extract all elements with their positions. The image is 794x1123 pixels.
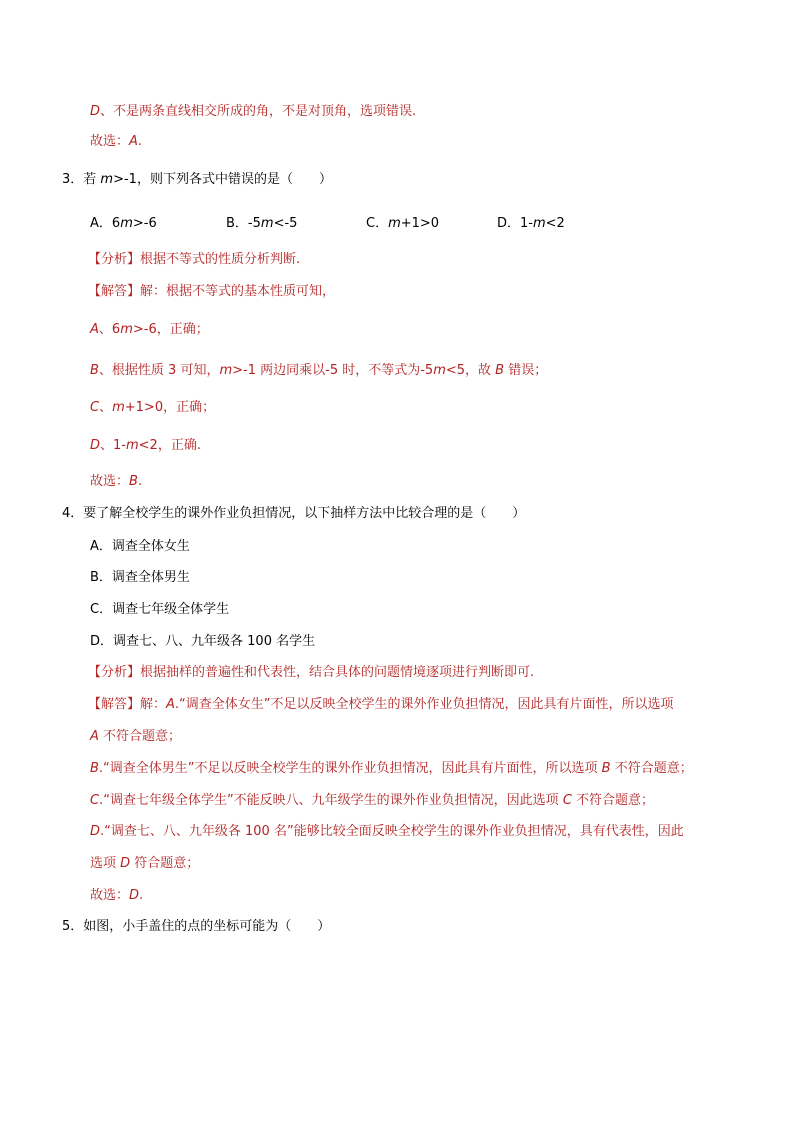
q3-option-a-var: m	[120, 216, 133, 231]
q3-option-a-pre: 6	[111, 216, 121, 231]
q4-sd2-t1: 选项	[90, 856, 121, 871]
q4-solution-d-line2	[90, 855, 199, 873]
q3-sd-t1: 、1-	[100, 438, 126, 453]
q3-option-b-pre: -5	[247, 216, 261, 231]
q3-option-d-var: m	[532, 216, 546, 231]
q3-option-d	[497, 215, 565, 233]
q4-stem-text: 要了解全校学生的课外作业负担情况，以下抽样方法中比较合理的是（ ）	[83, 506, 526, 521]
q4-option-b-text: 调查全体男生	[111, 570, 190, 585]
q3-analysis: 【分析】根据不等式的性质分析判断.	[88, 252, 301, 267]
q5-stem	[62, 918, 330, 936]
q3-stem-var: m	[100, 172, 114, 187]
q3-solution-c	[90, 399, 215, 417]
q4-sa2-t1: 不符合题意；	[98, 729, 182, 744]
q4-answer	[90, 887, 143, 905]
q4-sa1-letter: A	[166, 697, 175, 712]
q3-option-b	[226, 215, 297, 233]
q4-solution-head: 【解答】解：	[88, 697, 167, 712]
q3-option-c-post: +1>0	[400, 216, 440, 231]
q3-answer	[90, 473, 142, 491]
q3-number: 3．	[62, 172, 84, 187]
q4-solution-a-line1	[88, 696, 674, 714]
q3-sb-t4: 错误；	[504, 363, 548, 378]
q4-solution-b	[90, 760, 693, 778]
q3-option-c	[366, 215, 439, 233]
q4-option-a-label: A．	[90, 539, 112, 554]
q4-option-d-label: D．	[90, 634, 114, 649]
q3-stem	[62, 171, 332, 189]
q4-solution-a-line2	[90, 728, 181, 746]
q4-number: 4．	[62, 506, 84, 521]
prev-d-label: D	[90, 104, 101, 119]
prev-answer	[90, 133, 142, 151]
prev-answer-prefix: 故选：	[90, 134, 130, 149]
q3-sc-letter: C	[90, 400, 100, 415]
q4-sc-t1: .“调查七年级全体学生”不能反映八、九年级学生的课外作业负担情况，因此选项	[99, 793, 563, 808]
q3-option-a-label: A．	[90, 216, 112, 231]
q4-option-d	[90, 633, 315, 651]
q3-sa-t1: 、6	[98, 322, 121, 337]
q4-sc-letter: C	[90, 793, 100, 808]
q4-sd1-letter: D	[90, 824, 101, 839]
q4-sa2-letter: A	[90, 729, 99, 744]
q4-answer-prefix: 故选：	[90, 888, 130, 903]
q4-sb-t1: .“调查全体男生”不足以反映全校学生的课外作业负担情况，因此具有片面性，所以选项	[98, 761, 602, 776]
q3-sb-letter: B	[90, 363, 99, 378]
q3-answer-prefix: 故选：	[90, 474, 130, 489]
q3-answer-letter: B	[129, 474, 138, 489]
q3-option-a-post: >-6	[132, 216, 157, 231]
q4-sc-t2: 不符合题意；	[571, 793, 655, 808]
q4-sa1-t1: .“调查全体女生”不足以反映全校学生的课外作业负担情况，因此具有片面性，所以选项	[174, 697, 674, 712]
q4-option-b-label: B．	[90, 570, 112, 585]
q4-option-a	[90, 538, 190, 556]
q3-option-c-var: m	[388, 216, 401, 231]
q3-option-b-post: <-5	[273, 216, 298, 231]
q4-stem	[62, 505, 525, 523]
q3-stem-a: 若	[83, 172, 101, 187]
q3-sa-t2: >-6，正确；	[132, 322, 209, 337]
q3-sb-t1: 、根据性质 3 可知，	[98, 363, 220, 378]
q4-sb-letter2: B	[601, 761, 611, 776]
prev-d-text: 、不是两条直线相交所成的角，不是对顶角，选项错误.	[100, 104, 417, 119]
q3-sd-var: m	[125, 438, 139, 453]
q4-answer-suffix: .	[139, 888, 144, 903]
q3-option-d-post: <2	[545, 216, 565, 231]
q4-option-b	[90, 569, 190, 587]
q4-solution-c	[90, 792, 654, 810]
q3-sd-t2: <2，正确.	[138, 438, 201, 453]
q4-option-c-label: C．	[90, 602, 113, 617]
q3-sb-t2: >-1 两边同乘以-5 时，不等式为-5	[232, 363, 434, 378]
q3-sd-letter: D	[90, 438, 101, 453]
q3-sb-t3: <5，故	[445, 363, 496, 378]
q3-solution: 【解答】解：根据不等式的基本性质可知，	[88, 284, 336, 299]
q3-option-d-pre: 1-	[520, 216, 533, 231]
q4-sb-letter: B	[90, 761, 99, 776]
q3-sa-letter: A	[90, 322, 99, 337]
q5-stem-text: 如图，小手盖住的点的坐标可能为（ ）	[83, 919, 331, 934]
q3-sb-var1: m	[219, 363, 233, 378]
prev-answer-letter: A	[129, 134, 138, 149]
prev-option-d-explanation	[90, 103, 416, 121]
q3-sb-b: B	[495, 363, 505, 378]
q4-answer-letter: D	[129, 888, 140, 903]
q3-sc-t1: 、	[99, 400, 113, 415]
q4-solution-d-line1	[90, 823, 684, 841]
q3-solution-a	[90, 321, 209, 339]
q4-analysis: 【分析】根据抽样的普遍性和代表性，结合具体的问题情境逐项进行判断即可.	[88, 665, 535, 680]
q3-option-c-label: C．	[366, 216, 389, 231]
q3-solution-d	[90, 437, 201, 455]
q5-number: 5．	[62, 919, 84, 934]
q4-option-a-text: 调查全体女生	[111, 539, 190, 554]
prev-answer-suffix: .	[137, 134, 143, 149]
q4-sb-t2: 不符合题意；	[610, 761, 693, 776]
q4-option-c	[90, 601, 229, 619]
q3-option-b-label: B．	[226, 216, 248, 231]
q4-sd2-letter: D	[120, 856, 131, 871]
q4-sd2-t2: 符合题意；	[130, 856, 200, 871]
q3-solution-b	[90, 362, 547, 380]
q3-sa-var: m	[120, 322, 133, 337]
q3-sc-var: m	[112, 400, 125, 415]
q4-sc-letter2: C	[562, 793, 572, 808]
q4-sd1-t1: .“调查七、八、九年级各 100 名”能够比较全面反映全校学生的课外作业负担情况，具有代表性，因此	[100, 824, 684, 839]
q3-stem-b: >-1，则下列各式中错误的是（ ）	[113, 172, 332, 187]
q3-option-a	[90, 215, 157, 233]
q4-option-d-text: 调查七、八、九年级各 100 名学生	[113, 634, 316, 649]
q3-answer-suffix: .	[137, 474, 143, 489]
q3-sc-t2: +1>0，正确；	[124, 400, 216, 415]
q3-option-b-var: m	[260, 216, 274, 231]
q4-option-c-text: 调查七年级全体学生	[112, 602, 230, 617]
q3-sb-var2: m	[433, 363, 446, 378]
q3-option-d-label: D．	[497, 216, 521, 231]
